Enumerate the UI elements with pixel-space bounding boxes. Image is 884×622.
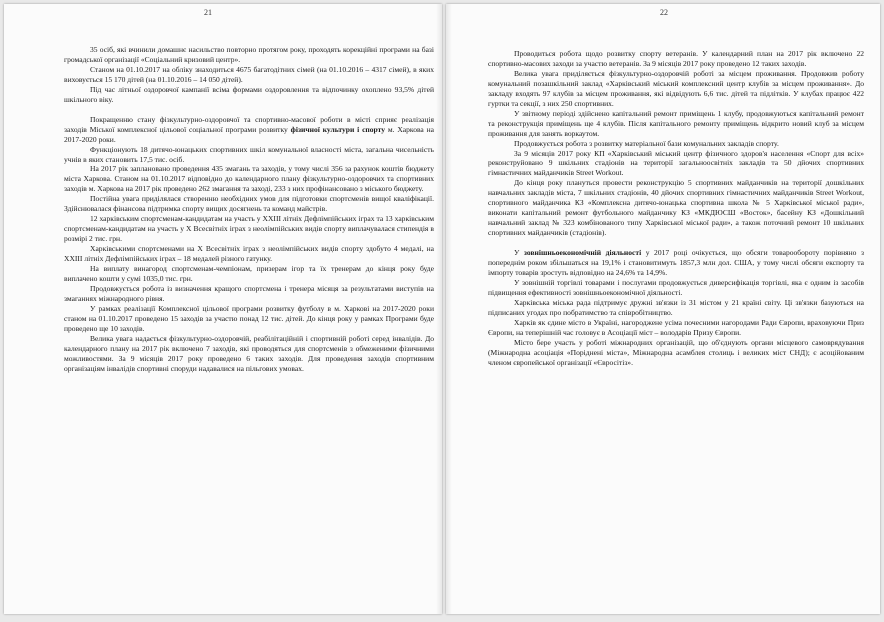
paragraph: У зовнішній торгівлі товарами і послугами продовжується диверсифікація торгівлі, яка є одним із засобів підвищення ефективності зовнішньоекономічної діяльності. xyxy=(488,277,864,297)
text: м. Харкова на 2017-2020 роки. xyxy=(64,124,434,144)
paragraph: У рамках реалізації Комплексної цільової програми розвитку футболу в м. Харкові на 2017-2020 роки станом на 01.10.2017 проведено 15 заходів за участю понад 12 тис. дітей. До кінця року у рамках Програми буде проведено ще 10 заходів. xyxy=(64,303,434,333)
paragraph: Під час літньої оздоровчої кампанії всіма формами оздоровлення та відпочинку охоплено 93,5% дітей шкільного віку. xyxy=(64,84,434,104)
paragraph: Функціонують 18 дитячо-юнацьких спортивних шкіл комунальної власності міста, загальна чисельність учнів в яких становить 17,5 тис. осіб. xyxy=(64,144,434,164)
paragraph: 35 осіб, які вчинили домашнє насильство повторно протягом року, проходять корекційні програми на базі громадської організації «Соціальний кризовий центр». xyxy=(64,45,434,64)
paragraph: Харківськими спортсменами на Х Всесвітніх іграх з неолімпійських видів спорту здобуто 4 медалі, на XXIII літніх Дефлімпійських іграх – 18 медалей різного гатунку. xyxy=(64,244,434,264)
paragraph: На виплату винагород спортсменам-чемпіонам, призерам ігор та їх тренерам до кінця року буде виплачено кошти у сумі 1035,0 тис. грн. xyxy=(64,264,434,283)
page-22 xyxy=(446,4,880,614)
paragraph-foreign-economic xyxy=(488,248,864,278)
paragraph: Місто бере участь у роботі міжнародних організацій, що об'єднують органи місцевого самоврядування (Міжнародна асоціація «Поріднені міста», Міжнародна асамблея столиць і великих міст СНД); є асоційованим членом європейської організації «Євросітіз». xyxy=(488,337,864,367)
paragraph: Велика увага приділяється фізкультурно-оздоровчій роботі за місцем проживання. Продовжив роботу комунальний позашкільний заклад «Харківський міський комплексний центр клубів за місцем проживання». До закладу входять 97 клубів за місцем проживання, які відвідують 6,6 тис. дітей та підлітків. У клубах працює 422 гуртки та секції, з них 250 спортивних. xyxy=(488,68,864,108)
page-21 xyxy=(4,4,442,614)
paragraph: Харків як єдине місто в Україні, нагороджене усіма почесними нагородами Ради Європи, враховуючи Приз Європи, на теперішній час головує в Асоціації міст – володарів Призу Європи. xyxy=(488,317,864,337)
paragraph: Постійна увага приділялася створенню необхідних умов для підготовки спортсменів вищої кваліфікації. Здійснювалася фінансова підтримка спорту вищих досягнень та команд майстрів. xyxy=(64,194,434,214)
bold-term: зовнішньоекономічній діяльності xyxy=(523,248,642,258)
text: Покращенню стану фізкультурно-оздоровчої та спортивно-масової роботи в місті сприяє реалізація заходів Міської комплексної цільової соціальної програми розвитку xyxy=(64,114,434,134)
left-page-text xyxy=(64,45,434,374)
paragraph: У звітному періоді здійснено капітальний ремонт приміщень 1 клубу, продовжуються капітальний ремонт та реконструкція приміщень ще 4 клубів. Після капітального ремонту приміщень відкрито новий клуб за місцем проживання для занять воркаутом. xyxy=(488,108,864,138)
paragraph: Харківська міська рада підтримує дружні зв'язки із 31 містом у 21 країні світу. Ці зв'язки базуються на підписаних угодах про побратимство та співробітництво. xyxy=(488,297,864,317)
paragraph: 12 харківським спортсменам-кандидатам на участь у XXIII літніх Дефлімпійських іграх та 13 харківським спортсменам-кандидатам на участь у Х Всесвітніх іграх з неолімпійських видів спорту виплачувалася стипендія в розмірі 2 тис. грн. xyxy=(64,214,434,244)
paragraph: На 2017 рік заплановано проведення 435 змагань та заходів, у тому числі 356 за рахунок коштів бюджету міста Харкова. Станом на 01.10.2017 відповідно до календарного плану фізкультурно-оздоровчих та спортивних заходів м. Харкова на 2017 рік проведено 262 змагання та заході, 233 з них профінансовано з міського бюджету. xyxy=(64,164,434,194)
text: у 2017 році очікується, що обсяги товарообороту порівняно з попереднім роком збільшаться на 19,1% і становитимуть 1857,3 млн дол. США, у тому числі обсяги експорту та імпорту товарів зростуть відповідно на 24,6% та 14,9%. xyxy=(488,248,864,278)
right-page-text xyxy=(488,49,864,368)
paragraph: Проводиться робота щодо розвитку спорту ветеранів. У календарний план на 2017 рік включено 22 спортивно-масових заходи за участю ветеранів. За 9 місяців 2017 року проведено 12 таких заходів. xyxy=(488,49,864,68)
paragraph: Продовжується робота з розвитку матеріальної бази комунальних закладів спорту. xyxy=(514,138,779,148)
text: У xyxy=(514,248,524,258)
paragraph-sport-program xyxy=(64,115,434,145)
paragraph: Велика увага надається фізкультурно-оздоровчій, реабілітаційній і спортивній роботі серед інвалідів. До календарного плану на 2017 рік включено 7 заходів, які проводяться для спортсменів з обмеженими фізичними можливостями. За 9 місяців 2017 року проведено 6 таких заходів. Для проведення заходів спортивним організаціям інвалідів спортивні споруди надавалися на пільгових умовах. xyxy=(64,333,434,373)
paragraph: За 9 місяців 2017 року КП «Харківський міський центр фізичного здоров'я населення «Спорт для всіх» реконструйовано 9 шкільних стадіонів на території загальноосвітніх закладів та 50 дйочих спортивних гімнастичних майданчиків Street Workout. xyxy=(488,148,864,178)
paragraph: Станом на 01.10.2017 на обліку знаходиться 4675 багатодітних сімей (на 01.10.2016 – 4317 сімей), в яких виховується 15 170 дітей (на 01.10.2016 – 14 050 дітей). xyxy=(64,64,434,84)
page-number: 21 xyxy=(204,8,212,17)
paragraph: До кінця року плануться провести реконструкцію 5 спортивних майданчиків на території дошкільних навчальних закладів міста, 7 шкільних стадіонів, 40 дйочих спортивних гімнастичних майданчиків Street Workout, спортивного майданчика КЗ «Комплексна дитячо-юнацька спортивна школа № 5 Харківської міської ради», виконати капітальний ремонт футбольного майданчику КЗ «МКДЮСШ «Восток», басейну КЗ «Дошкільний навчальний заклад № 323 комбінованого типу Харківської міської ради», а також поточний ремонт 10 шкільних спортивних майданчиків (стадіонів). xyxy=(488,178,864,238)
paragraph: Продовжується робота із визначення кращого спортсмена і тренера місяця за результатами виступів на змаганнях міжнародного рівня. xyxy=(64,283,434,303)
bold-term: фізичної культури і спорту xyxy=(290,124,386,134)
page-number: 22 xyxy=(660,8,668,17)
